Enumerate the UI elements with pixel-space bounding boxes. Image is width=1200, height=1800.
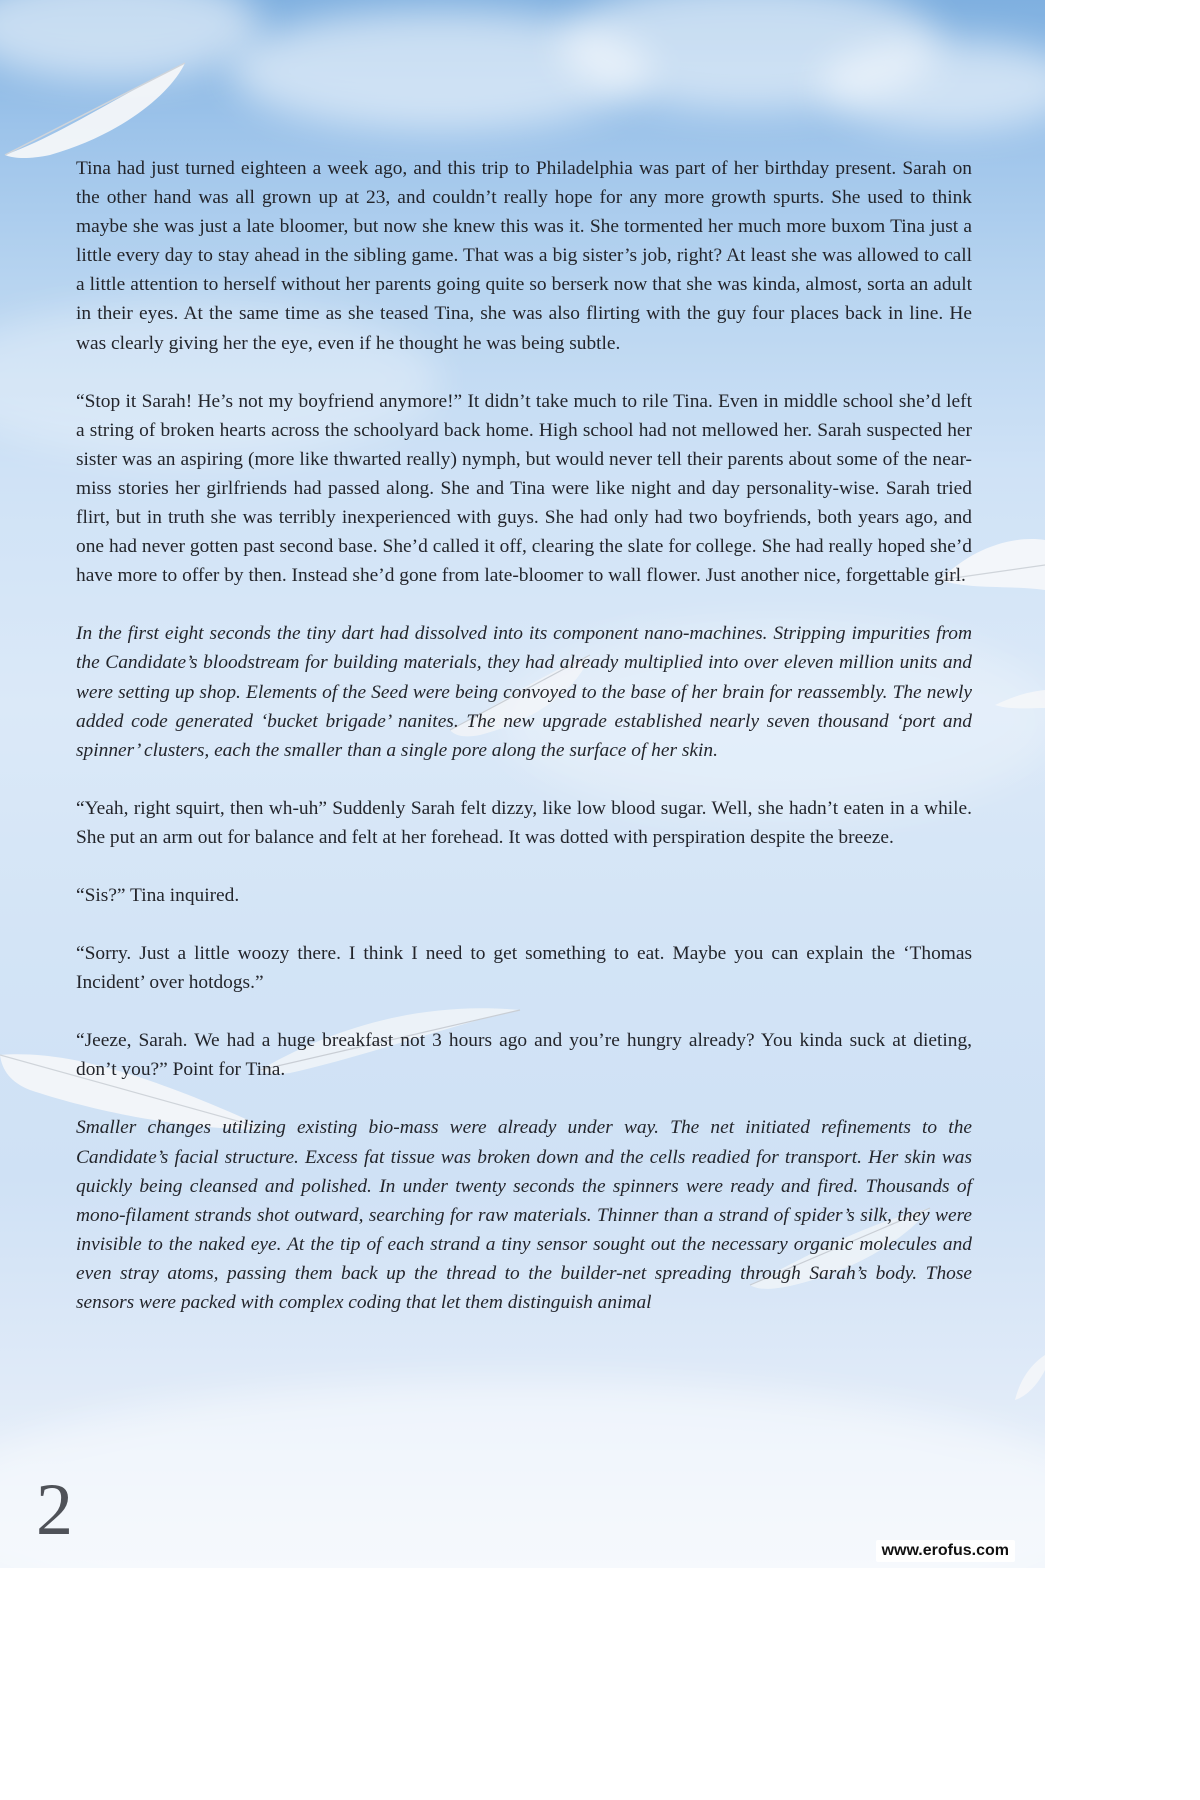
paragraph: “Yeah, right squirt, then wh-uh” Suddenly Sarah felt dizzy, like low blood sugar. Well, she hadn’t eaten in a while. She put an arm out for balance and felt at her forehead. It was dotted with perspiration despite the breeze. [76, 797, 972, 848]
paragraph: Tina had just turned eighteen a week ago, and this trip to Philadelphia was part of her birthday present. Sarah on the other hand was all grown up at 23, and couldn’t really hope for any more growth spurts. She used to think maybe she was just a late bloomer, but now she knew this was it. She tormented her much more buxom Tina just a little every day to stay ahead in the sibling game. That was a big sister’s job, right? At least she was allowed to call a little attention to herself without her parents going quite so berserk now that she was kinda, almost, sorta an adult in their eyes. At the same time as she teased Tina, she was also flirting with the guy four places back in line. He was clearly giving her the eye, even if he thought he was being subtle. [76, 158, 972, 354]
feather-icon [1005, 1350, 1045, 1410]
paragraph: “Sorry. Just a little woozy there. I think I need to get something to eat. Maybe you can explain the ‘Thomas Incident’ over hotdogs.” [76, 943, 972, 994]
body-text [76, 154, 972, 1346]
paragraph-italic: In the first eight seconds the tiny dart had dissolved into its component nano-machines. Stripping impurities from the Candidate’s bloodstream for building materials, they had already multiplied into over eleven million units and were setting up shop. Elements of the Seed were being convoyed to the base of her brain for reassembly. The newly added code generated ‘bucket brigade’ nanites. The new upgrade established nearly seven thousand ‘port and spinner’ clusters, each the smaller than a single pore along the surface of her skin. [76, 623, 972, 761]
feather-icon [0, 55, 200, 165]
cloud [820, 40, 1045, 130]
watermark: www.erofus.com [876, 1540, 1015, 1562]
paragraph: “Stop it Sarah! He’s not my boyfriend anymore!” It didn’t take much to rile Tina. Even in middle school she’d left a string of broken hearts across the schoolyard back home. High school had not mellowed her. Sarah suspected her sister was an aspiring (more like thwarted really) nymph, but would never tell their parents about some of the near-miss stories her girlfriends had passed along. She and Tina were like night and day personality-wise. Sarah tried flirt, but in truth she was terribly inexperienced with guys. She had only had two boyfriends, both years ago, and one had never gotten past second base. She’d called it off, clearing the slate for college. She had really hoped she’d have more to offer by then. Instead she’d gone from late-bloomer to wall flower. Just another nice, forgettable girl. [76, 390, 972, 587]
paragraph-italic: Smaller changes utilizing existing bio-mass were already under way. The net initiated refinements to the Candidate’s facial structure. Excess fat tissue was broken down and the cells readied for transport. Her skin was quickly being cleansed and polished. In under twenty seconds the spinners were ready and fired. Thousands of mono-filament strands shot outward, searching for raw materials. Thinner than a strand of spider’s silk, they were invisible to the naked eye. At the tip of each strand a tiny sensor sought out the necessary organic molecules and even stray atoms, passing them back up the thread to the builder-net spreading through Sarah’s body. Those sensors were packed with complex coding that let them distinguish animal [76, 1117, 972, 1313]
paragraph: “Jeeze, Sarah. We had a huge breakfast not 3 hours ago and you’re hungry already? You kinda suck at dieting, don’t you?” Point for Tina. [76, 1030, 972, 1081]
paragraph: “Sis?” Tina inquired. [76, 884, 240, 906]
page-number: 2 [36, 1469, 73, 1551]
feather-icon [990, 680, 1045, 720]
